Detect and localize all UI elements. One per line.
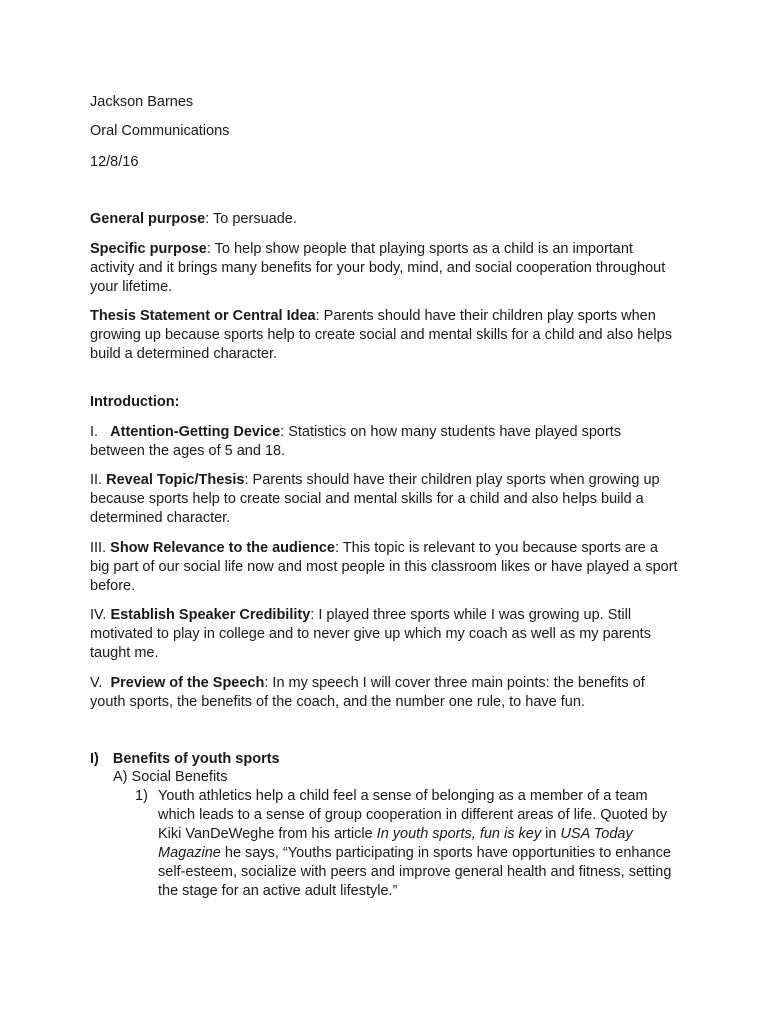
intro-item-label: Establish Speaker Credibility bbox=[110, 607, 311, 623]
thesis-text: : Parents should have their children play sports when growing up because sports help to create social and mental skills for a child and also helps build a determined character. bbox=[90, 308, 672, 362]
intro-item-num: II. bbox=[90, 472, 103, 488]
subsection-num: A) bbox=[113, 769, 128, 785]
point-text-part: in bbox=[541, 826, 561, 842]
intro-item bbox=[90, 606, 678, 663]
specific-purpose-text: : To help show people that playing sports as a child is an important activity and it brings many benefits for your body, mind, and social cooperation throughout your lifetime. bbox=[90, 241, 666, 295]
article-title: In youth sports, fun is key bbox=[376, 826, 542, 842]
intro-item-num: III. bbox=[90, 540, 107, 556]
intro-item-text: : Parents should have their children play sports when growing up because sports help to create social and mental skills for a child and also helps build a determined character. bbox=[90, 472, 660, 526]
point-num: 1) bbox=[135, 788, 148, 804]
general-purpose bbox=[90, 210, 678, 229]
intro-item-text: : Statistics on how many students have played sports between the ages of 5 and 18. bbox=[90, 424, 622, 459]
specific-purpose bbox=[90, 240, 678, 297]
intro-item-label: Reveal Topic/Thesis bbox=[106, 472, 245, 488]
subsection-title: Social Benefits bbox=[131, 769, 228, 785]
body-section-heading bbox=[90, 750, 280, 769]
body-section-title: Benefits of youth sports bbox=[112, 751, 280, 767]
author-name: Jackson Barnes bbox=[90, 94, 194, 110]
general-purpose-text: : To persuade. bbox=[205, 211, 297, 227]
intro-item-label: Attention-Getting Device bbox=[110, 424, 281, 440]
document-date: 12/8/16 bbox=[90, 154, 139, 170]
point-text bbox=[158, 787, 678, 901]
point-text-part: he says, “Youths participating in sports have opportunities to enhance self-esteem, socialize with peers and improve general health and fitness, setting the stage for an active adult lifestyle.” bbox=[158, 845, 672, 899]
course-name: Oral Communications bbox=[90, 123, 230, 139]
thesis-statement bbox=[90, 307, 678, 364]
introduction-heading: Introduction: bbox=[90, 394, 180, 410]
intro-item bbox=[90, 539, 678, 596]
intro-item-text: : I played three sports while I was growing up. Still motivated to play in college and to never give up which my coach as well as my parents taught me. bbox=[90, 607, 651, 661]
body-section-num: I) bbox=[90, 751, 99, 767]
intro-item-label: Show Relevance to the audience bbox=[110, 540, 335, 556]
intro-item-num: I. bbox=[90, 424, 99, 440]
subsection-heading bbox=[113, 768, 227, 787]
specific-purpose-label: Specific purpose bbox=[90, 241, 207, 257]
intro-item-num: V. bbox=[90, 675, 103, 691]
intro-item-text: : This topic is relevant to you because sports are a big part of our social life now and most people in this classroom likes or have played a sport before. bbox=[90, 540, 678, 594]
intro-item bbox=[90, 471, 678, 528]
general-purpose-label: General purpose bbox=[90, 211, 206, 227]
intro-item bbox=[90, 674, 678, 712]
intro-item-label: Preview of the Speech bbox=[110, 675, 265, 691]
intro-item-text: : In my speech I will cover three main points: the benefits of youth sports, the benefits of the coach, and the number one rule, to have fun. bbox=[90, 675, 645, 710]
intro-item bbox=[90, 423, 678, 461]
point-text-part: Youth athletics help a child feel a sense of belonging as a member of a team which leads to a sense of group cooperation in different areas of life. Quoted by Kiki VanDeWeghe from his article bbox=[158, 788, 668, 842]
magazine-title: USA Today Magazine bbox=[158, 826, 633, 861]
thesis-label: Thesis Statement or Central Idea bbox=[90, 308, 316, 324]
intro-item-num: IV. bbox=[90, 607, 107, 623]
